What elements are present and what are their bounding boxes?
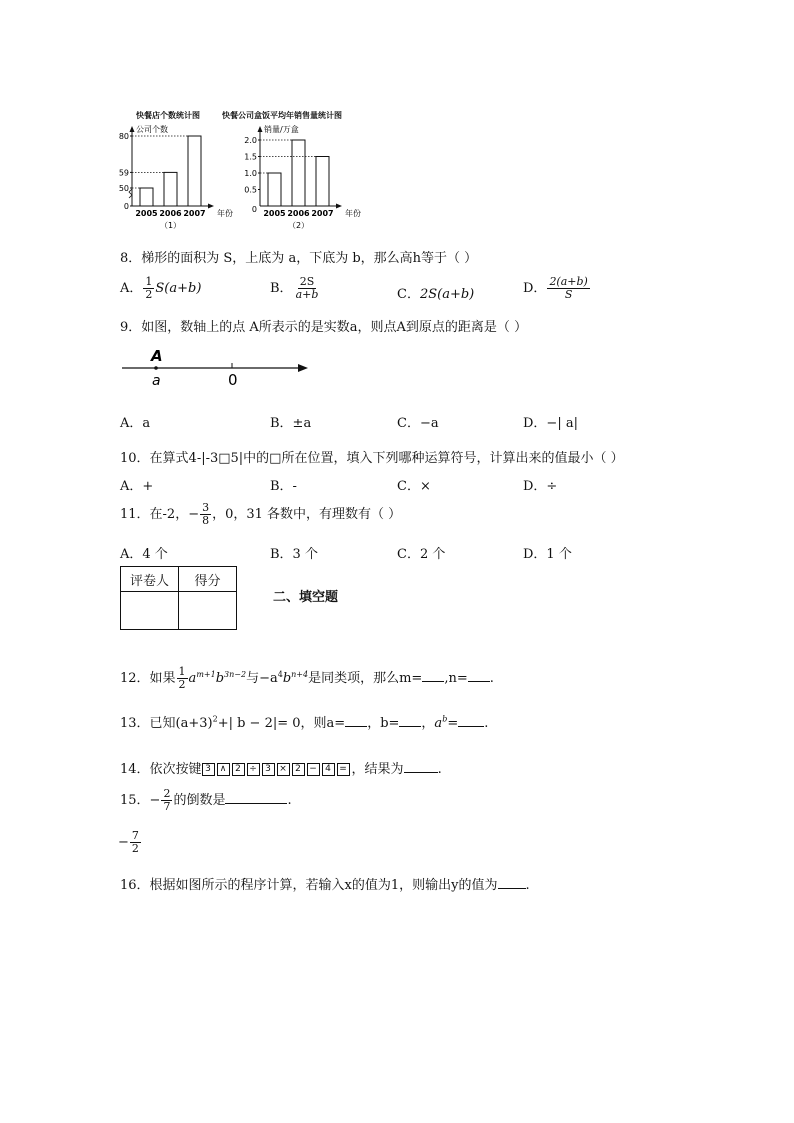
q9-option-d: D．−| a| (523, 416, 578, 431)
q10-option-c: C．× (397, 479, 431, 494)
q15-pre: 15．− (120, 793, 161, 809)
q12-e3: 4 (277, 669, 283, 679)
q13-blank-b[interactable] (399, 714, 421, 727)
calculator-key: 2 (292, 763, 305, 776)
calculator-key: − (307, 763, 320, 776)
bar-2007 (188, 136, 201, 206)
calculator-key: ÷ (247, 763, 260, 776)
q15-blank[interactable] (225, 791, 287, 804)
x-tick-label: 2006 (287, 209, 310, 218)
q10-stem: 10．在算式4-|-3□5|中的□所在位置，填入下列哪种运算符号，计算出来的值最小（ ） (120, 451, 624, 466)
q13-e1: 2 (212, 714, 218, 724)
q10-option-d: D．÷ (523, 479, 558, 494)
y-tick-label: 80 (118, 132, 129, 141)
q15-stem (120, 788, 292, 813)
point-a-value: a (152, 373, 161, 389)
y-tick-label: 0.5 (244, 185, 257, 195)
q12-post2: ,n= (444, 671, 468, 687)
x-axis-label: 年份 (345, 209, 361, 218)
q13-e2: b (442, 714, 448, 724)
q15-answer-num: 7 (131, 829, 139, 842)
q14-stem (120, 758, 442, 777)
q13-b-part: ，b= (367, 716, 400, 731)
x-tick-label: 2007 (183, 209, 206, 218)
q11-num: 3 (202, 501, 210, 514)
y-tick-label: 50 (118, 184, 129, 193)
q15-post: 的倒数是 (173, 793, 226, 809)
q15-answer-sign: − (118, 835, 129, 851)
q11-fraction (200, 502, 211, 527)
q8-option-d (523, 276, 591, 301)
x-axis-arrow-icon (336, 204, 342, 209)
x-tick-label: 2005 (263, 209, 286, 218)
q16-text: 16．根据如图所示的程序计算，若输入x的值为1，则输出y的值为 (120, 878, 498, 893)
bar-2005 (268, 173, 281, 206)
origin-label: 0 (228, 371, 238, 389)
q12-t1: a (188, 671, 197, 687)
point-a-label: A (151, 347, 163, 365)
q8-a-num: 1 (145, 275, 153, 288)
bar-2006 (164, 172, 177, 206)
q8-option-c (397, 283, 474, 302)
x-tick-label: 2007 (311, 209, 334, 218)
q16-end: . (525, 878, 530, 893)
x-tick-label: 2006 (159, 209, 182, 218)
q14-post: ，结果为 (351, 762, 404, 777)
q11-stem (120, 502, 401, 527)
calculator-key: 2 (232, 763, 245, 776)
y-axis-arrow-icon (130, 126, 135, 132)
q8-b-den: a+b (295, 288, 319, 302)
q12-den: 2 (178, 678, 186, 692)
q15-num: 2 (163, 787, 171, 800)
q8-b-fraction (294, 276, 321, 301)
bar-2006 (292, 140, 305, 206)
q15-answer (118, 830, 142, 855)
chart-caption: （2） (287, 221, 310, 230)
q8-b-num: 2S (299, 275, 315, 288)
q14-blank[interactable] (404, 760, 438, 773)
q12-num: 1 (178, 665, 186, 678)
q12-e1: m+1 (196, 669, 216, 679)
y-tick-label: 2.0 (244, 136, 257, 145)
calculator-key: 3 (262, 763, 275, 776)
q13-pre: 13．已知(a+3) (120, 716, 213, 731)
grade-header-score: 得分 (179, 567, 237, 592)
chart-caption: （1） (159, 221, 182, 230)
calculator-key: 3 (202, 763, 215, 776)
y-tick-label: 0 (123, 202, 129, 211)
q8-a-fraction (143, 276, 154, 301)
q8-a-den: 2 (145, 288, 153, 302)
q12-blank-n[interactable] (468, 669, 490, 682)
q8-option-a (120, 276, 201, 301)
q15-answer-fraction (130, 830, 141, 855)
q12-end: . (489, 671, 494, 687)
arrow-head-icon (298, 364, 308, 372)
chart-2 (236, 120, 361, 232)
q8-c-label: C． (397, 287, 420, 302)
q13-eq: = (447, 716, 459, 731)
x-axis-label: 年份 (217, 209, 233, 218)
q11-post: ，0，31 各数中，有理数有（ ） (212, 507, 402, 523)
q12-t3: b (282, 671, 292, 687)
q15-den: 7 (163, 800, 171, 814)
q11-den: 8 (202, 514, 210, 528)
q12-blank-m[interactable] (422, 669, 444, 682)
bar-2005 (140, 188, 153, 206)
q10-option-a: A．+ (120, 479, 154, 494)
q10-option-b: B．- (270, 479, 297, 494)
q11-option-b: B．3 个 (270, 547, 318, 562)
q8-d-den: S (564, 288, 573, 302)
q14-pre: 14．依次按键 (120, 762, 202, 777)
q12-mid: 与−a (246, 671, 278, 687)
q13-t: a (434, 716, 443, 731)
q12-fraction (177, 666, 188, 691)
q11-pre: 11．在-2，− (120, 507, 200, 523)
q13-mid: +| b − 2|= 0，则a= (217, 716, 346, 731)
number-line (118, 345, 318, 390)
section-title: 二、填空题 (273, 590, 339, 605)
q9-option-b: B．±a (270, 416, 312, 431)
q8-d-label: D． (523, 281, 547, 297)
y-tick-label: 0 (251, 205, 257, 214)
calculator-key: ∧ (217, 763, 230, 776)
q13-end: . (484, 716, 489, 731)
y-axis-label: 销量/万盒 (264, 125, 299, 134)
q8-c-text: 2S(a+b) (419, 287, 475, 302)
q12-pre: 12．如果 (120, 671, 176, 687)
q8-option-b (270, 276, 321, 301)
q13-stem (120, 712, 488, 731)
q8-stem: 8．梯形的面积为 S，上底为 a，下底为 b，那么高h等于（ ） (120, 251, 478, 266)
q11-option-c: C．2 个 (397, 547, 446, 562)
q12-e2: 3n−2 (224, 669, 247, 679)
q15-fraction (161, 788, 172, 813)
q8-d-num: 2(a+b) (549, 275, 588, 288)
q12-stem (120, 666, 494, 691)
q9-option-a: A．a (120, 416, 151, 431)
q16-stem (120, 874, 530, 893)
point-a-dot (154, 366, 158, 370)
q8-a-tail: S(a+b) (155, 281, 202, 297)
q16-blank[interactable] (498, 876, 526, 889)
grade-header-grader: 评卷人 (121, 567, 179, 592)
q11-option-a: A．4 个 (120, 547, 168, 562)
q8-d-fraction (547, 276, 589, 301)
q9-option-c: C．−a (397, 416, 439, 431)
chart2-title: 快餐公司盒饭平均年销售量统计图 (222, 111, 342, 120)
q8-b-label: B． (270, 281, 293, 297)
y-tick-label: 1.0 (244, 169, 257, 178)
q14-end: . (437, 762, 442, 777)
grade-table (120, 566, 237, 630)
q8-a-label: A． (120, 281, 143, 297)
grade-cell-score[interactable] (179, 592, 237, 630)
y-axis-label: 公司个数 (136, 125, 168, 134)
chart1-title: 快餐店个数统计图 (136, 111, 200, 120)
q12-post: 是同类项，那么m= (308, 671, 423, 687)
y-axis-arrow-icon (258, 126, 263, 132)
grade-cell-grader[interactable] (121, 592, 179, 630)
calculator-keys (202, 762, 352, 777)
y-tick-label: 1.5 (244, 152, 257, 162)
q11-option-d: D．1 个 (523, 547, 572, 562)
bar-2007 (316, 157, 329, 207)
q15-end: . (287, 793, 292, 809)
q15-answer-den: 2 (131, 842, 139, 856)
q13-blank-a[interactable] (345, 714, 367, 727)
x-tick-label: 2005 (135, 209, 158, 218)
calculator-key: = (337, 763, 350, 776)
chart-1 (118, 120, 233, 232)
q12-t2: b (215, 671, 225, 687)
calculator-key: × (277, 763, 290, 776)
y-tick-label: 59 (118, 168, 129, 178)
q9-stem: 9．如图，数轴上的点 A所表示的是实数a，则点A到原点的距离是（ ） (120, 320, 528, 335)
x-axis-arrow-icon (208, 204, 214, 209)
q12-e4: n+4 (291, 669, 309, 679)
q13-c-part: ， (421, 716, 435, 731)
q13-blank-power[interactable] (458, 714, 484, 727)
calculator-key: 4 (322, 763, 335, 776)
